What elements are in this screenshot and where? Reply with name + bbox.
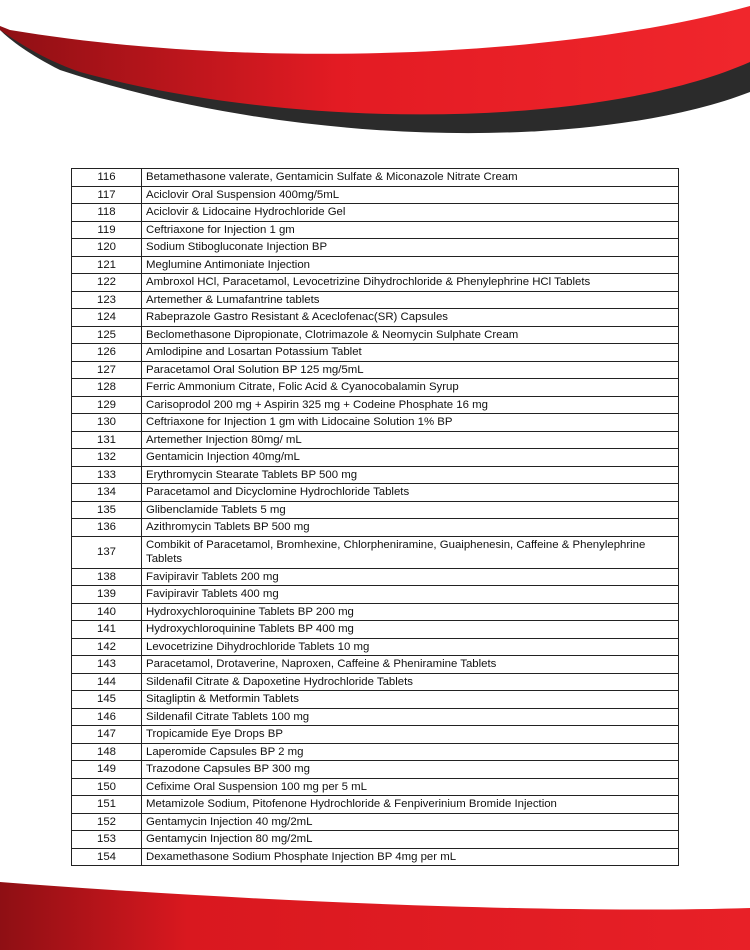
table-row — [72, 239, 679, 257]
product-name: Trazodone Capsules BP 300 mg — [142, 761, 679, 779]
product-name: Ceftriaxone for Injection 1 gm with Lidocaine Solution 1% BP — [142, 414, 679, 432]
product-name: Betamethasone valerate, Gentamicin Sulfate & Miconazole Nitrate Cream — [142, 169, 679, 187]
table-row — [72, 848, 679, 866]
header-decoration — [0, 0, 750, 150]
product-name: Ceftriaxone for Injection 1 gm — [142, 221, 679, 239]
product-number: 128 — [72, 379, 142, 397]
product-name: Ferric Ammonium Citrate, Folic Acid & Cyanocobalamin Syrup — [142, 379, 679, 397]
product-name: Rabeprazole Gastro Resistant & Aceclofenac(SR) Capsules — [142, 309, 679, 327]
product-number: 136 — [72, 519, 142, 537]
table-row — [72, 743, 679, 761]
table-row — [72, 673, 679, 691]
product-name: Laperomide Capsules BP 2 mg — [142, 743, 679, 761]
product-name: Gentamycin Injection 80 mg/2mL — [142, 831, 679, 849]
product-number: 145 — [72, 691, 142, 709]
product-name: Erythromycin Stearate Tablets BP 500 mg — [142, 466, 679, 484]
table-row — [72, 221, 679, 239]
table-row — [72, 519, 679, 537]
product-number: 152 — [72, 813, 142, 831]
product-number: 118 — [72, 204, 142, 222]
table-row — [72, 326, 679, 344]
table-row — [72, 186, 679, 204]
product-number: 143 — [72, 656, 142, 674]
table-row — [72, 344, 679, 362]
table-row — [72, 536, 679, 568]
table-row — [72, 169, 679, 187]
table-row — [72, 813, 679, 831]
table-row — [72, 708, 679, 726]
product-number: 154 — [72, 848, 142, 866]
product-name: Gentamycin Injection 40 mg/2mL — [142, 813, 679, 831]
table-row — [72, 484, 679, 502]
product-name: Combikit of Paracetamol, Bromhexine, Chlorpheniramine, Guaiphenesin, Caffeine & Phenylephrine Tablets — [142, 536, 679, 568]
product-number: 139 — [72, 586, 142, 604]
table-row — [72, 431, 679, 449]
product-number: 127 — [72, 361, 142, 379]
table-row — [72, 796, 679, 814]
product-list-table — [71, 168, 679, 866]
product-number: 130 — [72, 414, 142, 432]
product-name: Metamizole Sodium, Pitofenone Hydrochloride & Fenpiverinium Bromide Injection — [142, 796, 679, 814]
product-name: Dexamethasone Sodium Phosphate Injection BP 4mg per mL — [142, 848, 679, 866]
product-name: Amlodipine and Losartan Potassium Tablet — [142, 344, 679, 362]
product-name: Azithromycin Tablets BP 500 mg — [142, 519, 679, 537]
footer-decoration — [0, 868, 750, 950]
table-row — [72, 449, 679, 467]
product-number: 116 — [72, 169, 142, 187]
product-number: 153 — [72, 831, 142, 849]
product-number: 129 — [72, 396, 142, 414]
table-row — [72, 586, 679, 604]
product-name: Artemether & Lumafantrine tablets — [142, 291, 679, 309]
table-row — [72, 831, 679, 849]
product-name: Paracetamol and Dicyclomine Hydrochloride Tablets — [142, 484, 679, 502]
product-number: 122 — [72, 274, 142, 292]
product-name: Aciclovir & Lidocaine Hydrochloride Gel — [142, 204, 679, 222]
product-name: Artemether Injection 80mg/ mL — [142, 431, 679, 449]
table-row — [72, 778, 679, 796]
product-number: 138 — [72, 568, 142, 586]
product-number: 144 — [72, 673, 142, 691]
product-number: 150 — [72, 778, 142, 796]
product-number: 120 — [72, 239, 142, 257]
product-name: Tropicamide Eye Drops BP — [142, 726, 679, 744]
product-number: 117 — [72, 186, 142, 204]
product-number: 132 — [72, 449, 142, 467]
table-row — [72, 309, 679, 327]
product-number: 140 — [72, 603, 142, 621]
product-name: Favipiravir Tablets 200 mg — [142, 568, 679, 586]
table-row — [72, 621, 679, 639]
table-row — [72, 761, 679, 779]
product-number: 135 — [72, 501, 142, 519]
product-number: 137 — [72, 536, 142, 568]
product-name: Paracetamol, Drotaverine, Naproxen, Caffeine & Pheniramine Tablets — [142, 656, 679, 674]
product-name: Glibenclamide Tablets 5 mg — [142, 501, 679, 519]
product-number: 151 — [72, 796, 142, 814]
product-number: 119 — [72, 221, 142, 239]
product-number: 142 — [72, 638, 142, 656]
product-number: 147 — [72, 726, 142, 744]
table-row — [72, 466, 679, 484]
product-number: 123 — [72, 291, 142, 309]
product-name: Favipiravir Tablets 400 mg — [142, 586, 679, 604]
product-name: Meglumine Antimoniate Injection — [142, 256, 679, 274]
product-name: Carisoprodol 200 mg + Aspirin 325 mg + Codeine Phosphate 16 mg — [142, 396, 679, 414]
table-row — [72, 691, 679, 709]
product-name: Beclomethasone Dipropionate, Clotrimazole & Neomycin Sulphate Cream — [142, 326, 679, 344]
product-number: 131 — [72, 431, 142, 449]
product-number: 126 — [72, 344, 142, 362]
product-name: Gentamicin Injection 40mg/mL — [142, 449, 679, 467]
product-name: Sildenafil Citrate & Dapoxetine Hydrochloride Tablets — [142, 673, 679, 691]
product-name: Sodium Stibogluconate Injection BP — [142, 239, 679, 257]
product-name: Sildenafil Citrate Tablets 100 mg — [142, 708, 679, 726]
product-number: 125 — [72, 326, 142, 344]
product-number: 148 — [72, 743, 142, 761]
product-number: 124 — [72, 309, 142, 327]
table-row — [72, 501, 679, 519]
table-row — [72, 379, 679, 397]
product-number: 146 — [72, 708, 142, 726]
product-number: 134 — [72, 484, 142, 502]
product-name: Hydroxychloroquinine Tablets BP 200 mg — [142, 603, 679, 621]
product-name: Aciclovir Oral Suspension 400mg/5mL — [142, 186, 679, 204]
table-row — [72, 726, 679, 744]
product-name: Sitagliptin & Metformin Tablets — [142, 691, 679, 709]
table-row — [72, 568, 679, 586]
table-row — [72, 638, 679, 656]
product-name: Hydroxychloroquinine Tablets BP 400 mg — [142, 621, 679, 639]
table-row — [72, 603, 679, 621]
product-number: 149 — [72, 761, 142, 779]
table-row — [72, 361, 679, 379]
table-row — [72, 414, 679, 432]
product-name: Ambroxol HCl, Paracetamol, Levocetrizine Dihydrochloride & Phenylephrine HCl Tablets — [142, 274, 679, 292]
product-number: 141 — [72, 621, 142, 639]
table-row — [72, 256, 679, 274]
footer-red-swoosh — [0, 882, 750, 950]
table-row — [72, 274, 679, 292]
product-number: 121 — [72, 256, 142, 274]
table-row — [72, 291, 679, 309]
table-row — [72, 656, 679, 674]
product-name: Cefixime Oral Suspension 100 mg per 5 mL — [142, 778, 679, 796]
table-row — [72, 396, 679, 414]
product-name: Paracetamol Oral Solution BP 125 mg/5mL — [142, 361, 679, 379]
product-rows — [72, 169, 679, 866]
product-number: 133 — [72, 466, 142, 484]
table-row — [72, 204, 679, 222]
product-name: Levocetrizine Dihydrochloride Tablets 10 mg — [142, 638, 679, 656]
